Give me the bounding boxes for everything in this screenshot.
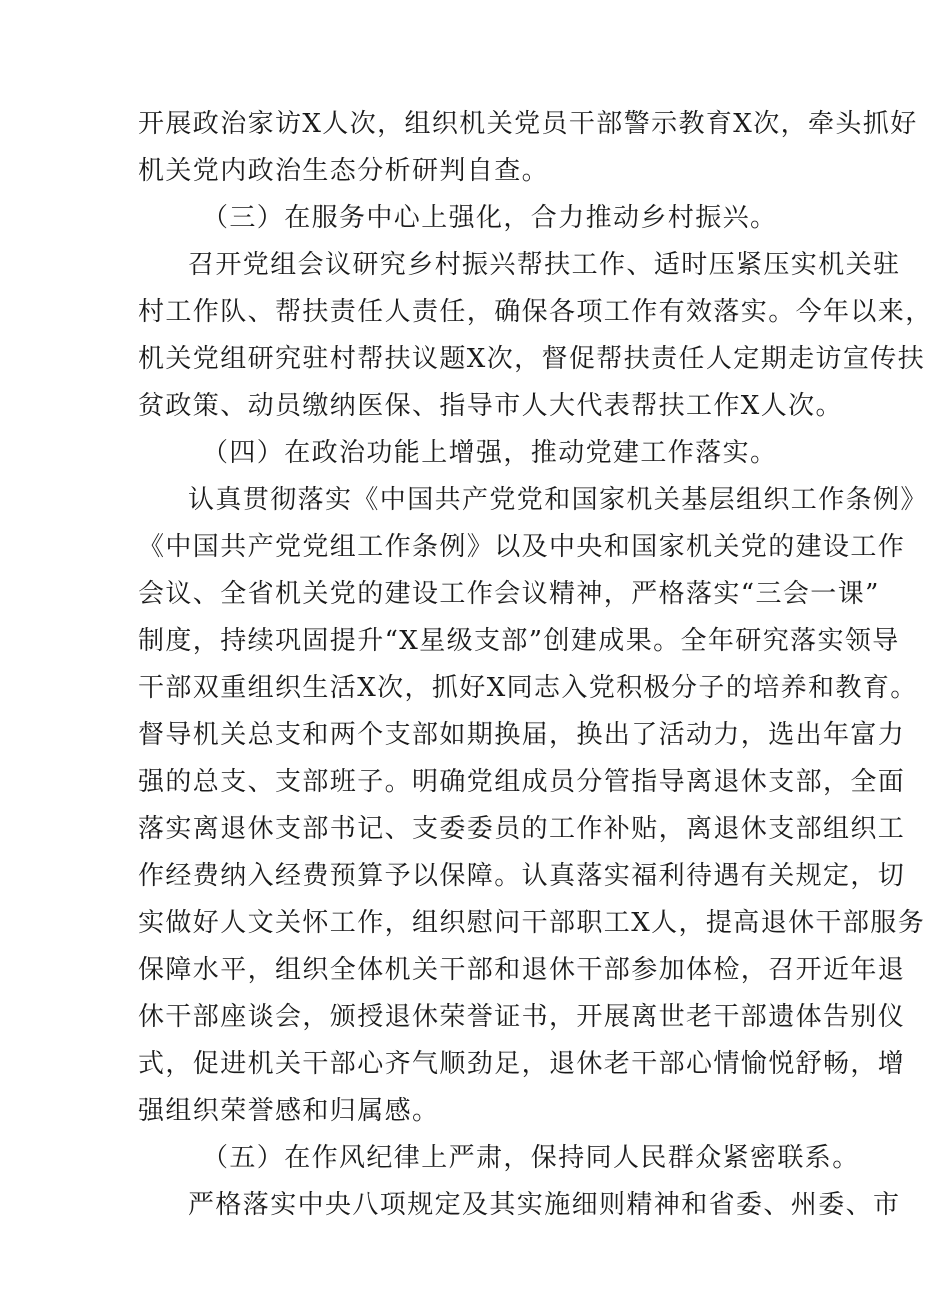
text-line: 机关党组研究驻村帮扶议题X次，督促帮扶责任人定期走访宣传扶	[138, 344, 926, 374]
text-line: 《中国共产党党组工作条例》以及中央和国家机关党的建设工作	[138, 532, 906, 562]
text-line: 贫政策、动员缴纳医保、指导市人大代表帮扶工作X人次。	[138, 391, 843, 421]
text-line: 认真贯彻落实《中国共产党党和国家机关基层组织工作条例》	[188, 485, 928, 515]
text-line: 作经费纳入经费预算予以保障。认真落实福利待遇有关规定，切	[138, 861, 906, 891]
text-line: 落实离退休支部书记、支委委员的工作补贴，离退休支部组织工	[138, 814, 906, 844]
text-line: 式，促进机关干部心齐气顺劲足，退休老干部心情愉悦舒畅，增	[138, 1049, 906, 1079]
text-line: 严格落实中央八项规定及其实施细则精神和省委、州委、市	[188, 1190, 901, 1220]
text-line: 召开党组会议研究乡村振兴帮扶工作、适时压紧压实机关驻	[188, 250, 901, 280]
text-line: 保障水平，组织全体机关干部和退休干部参加体检，召开近年退	[138, 955, 906, 985]
text-line: 强组织荣誉感和归属感。	[138, 1096, 440, 1126]
section-heading-5: （五）在作风纪律上严肃，保持同人民群众紧密联系。	[202, 1143, 860, 1173]
text-line: 村工作队、帮扶责任人责任，确保各项工作有效落实。今年以来，	[138, 297, 933, 327]
text-line: 休干部座谈会，颁授退休荣誉证书，开展离世老干部遗体告别仪	[138, 1002, 906, 1032]
section-heading-4: （四）在政治功能上增强，推动党建工作落实。	[202, 438, 778, 468]
section-heading-3: （三）在服务中心上强化，合力推动乡村振兴。	[202, 203, 778, 233]
text-line: 强的总支、支部班子。明确党组成员分管指导离退休支部，全面	[138, 767, 906, 797]
text-line: 机关党内政治生态分析研判自查。	[138, 156, 550, 186]
text-line: 干部双重组织生活X次，抓好X同志入党积极分子的培养和教育。	[138, 673, 918, 703]
text-line: 会议、全省机关党的建设工作会议精神，严格落实“三会一课”	[138, 579, 880, 609]
text-line: 制度，持续巩固提升“X星级支部”创建成果。全年研究落实领导	[138, 626, 900, 656]
text-line: 实做好人文关怀工作，组织慰问干部职工X人，提高退休干部服务	[138, 908, 926, 938]
text-line: 开展政治家访X人次，组织机关党员干部警示教育X次，牵头抓好	[138, 109, 918, 139]
text-line: 督导机关总支和两个支部如期换届，换出了活动力，选出年富力	[138, 720, 906, 750]
